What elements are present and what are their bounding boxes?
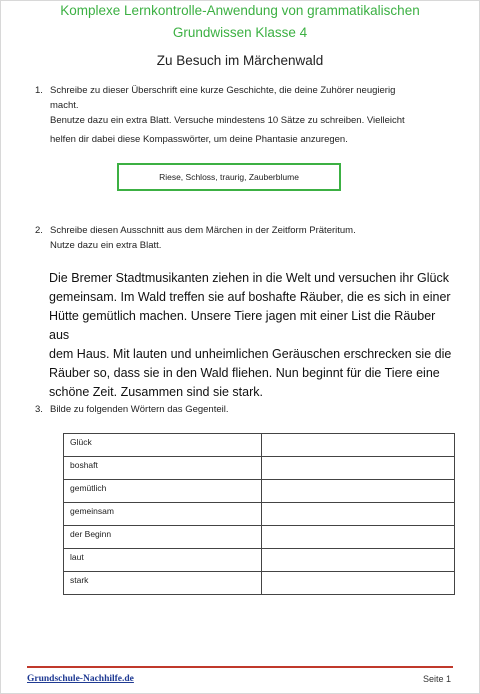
table-row bbox=[64, 457, 455, 480]
header-line-2: Grundwissen Klasse 4 bbox=[172, 25, 308, 40]
task-3-instruction: Bilde zu folgenden Wörtern das Gegenteil. bbox=[50, 404, 229, 415]
story-line: Die Bremer Stadtmusikanten ziehen in die Welt und versuchen ihr Glück bbox=[49, 271, 449, 285]
answer-cell[interactable] bbox=[262, 549, 455, 572]
answer-cell[interactable] bbox=[262, 526, 455, 549]
word-cell: Glück bbox=[64, 434, 262, 457]
word-cell: laut bbox=[64, 549, 262, 572]
header-line-1: Komplexe Lernkontrolle-Anwendung von grammatikalischen bbox=[60, 3, 420, 18]
story-line: Räuber so, dass sie in den Wald fliehen. Nun beginnt für die Tiere eine bbox=[49, 366, 440, 380]
table-row bbox=[64, 572, 455, 595]
word-cell: stark bbox=[64, 572, 262, 595]
story-line: Hütte gemütlich machen. Unsere Tiere jagen mit einer List die Räuber aus bbox=[49, 309, 436, 342]
table-row bbox=[64, 480, 455, 503]
task-3-number: 3. bbox=[35, 404, 43, 415]
footer-site-link[interactable]: Grundschule-Nachhilfe.de bbox=[27, 674, 134, 684]
story-line: schöne Zeit. Zusammen sind sie stark. bbox=[49, 385, 263, 399]
task-2-number: 2. bbox=[35, 225, 43, 236]
word-cell: der Beginn bbox=[64, 526, 262, 549]
task-1-number: 1. bbox=[35, 85, 43, 96]
word-cell: gemeinsam bbox=[64, 503, 262, 526]
answer-cell[interactable] bbox=[262, 572, 455, 595]
story-line: dem Haus. Mit lauten und unheimlichen Geräuschen erschrecken sie die bbox=[49, 347, 452, 361]
task-2-line-1: Schreibe diesen Ausschnitt aus dem Märchen in der Zeitform Präteritum. bbox=[50, 225, 356, 236]
answer-cell[interactable] bbox=[262, 434, 455, 457]
answer-cell[interactable] bbox=[262, 480, 455, 503]
answer-cell[interactable] bbox=[262, 457, 455, 480]
table-row bbox=[64, 434, 455, 457]
task-1-line-4: helfen dir dabei diese Kompasswörter, um deine Phantasie anzuregen. bbox=[50, 134, 348, 145]
task-1-line-3: Benutze dazu ein extra Blatt. Versuche mindestens 10 Sätze zu schreiben. Vielleicht bbox=[50, 115, 405, 126]
story-line: gemeinsam. Im Wald treffen sie auf boshafte Räuber, die es sich in einer bbox=[49, 290, 451, 304]
footer-page-number: Seite 1 bbox=[422, 674, 451, 684]
antonym-table bbox=[63, 433, 455, 595]
story-text bbox=[49, 269, 453, 402]
page-title: Zu Besuch im Märchenwald bbox=[156, 53, 324, 68]
table-row bbox=[64, 503, 455, 526]
task-2-line-2: Nutze dazu ein extra Blatt. bbox=[50, 240, 162, 251]
task-2 bbox=[35, 223, 455, 253]
word-cell: boshaft bbox=[64, 457, 262, 480]
table-row bbox=[64, 549, 455, 572]
table-row bbox=[64, 526, 455, 549]
word-cell: gemütlich bbox=[64, 480, 262, 503]
answer-cell[interactable] bbox=[262, 503, 455, 526]
task-3 bbox=[35, 402, 455, 417]
task-1-line-2: macht. bbox=[50, 100, 79, 111]
task-1-line-1: Schreibe zu dieser Überschrift eine kurze Geschichte, die deine Zuhörer neugierig bbox=[50, 85, 396, 96]
task-1 bbox=[35, 83, 455, 147]
footer-divider bbox=[27, 666, 453, 668]
keyword-box: Riese, Schloss, traurig, Zauberblume bbox=[117, 163, 341, 191]
